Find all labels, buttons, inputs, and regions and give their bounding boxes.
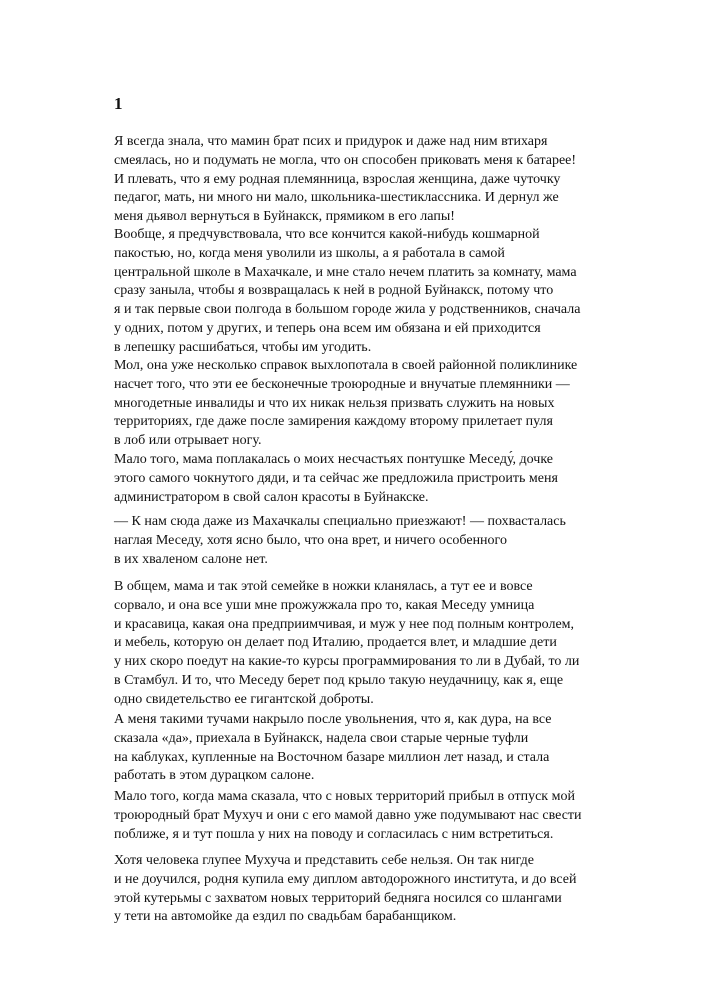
paragraph-line: И плевать, что я ему родная племянница, взрослая женщина, даже чуточку [114,171,561,187]
paragraph [114,226,614,358]
paragraph-line: насчет того, что эти ее бесконечные троюродные и внучатые племянники — [114,376,570,392]
paragraph-line: центральной школе в Махачкале, и мне стало нечем платить за комнату, мама [114,264,577,280]
paragraph-line: у одних, потом у других, и теперь она всем им обязана и ей приходится [114,320,541,336]
paragraph-line: у тети на автомойке да ездил по свадьбам барабанщиком. [114,909,457,925]
paragraph [114,133,614,227]
paragraph-line: сорвало, и она все уши мне прожужжала про то, какая Меседу умница [114,597,535,613]
paragraph-line: сказала «да», приехала в Буйнакск, надела свои старые черные туфли [114,730,529,746]
paragraph-line: смеялась, но и подумать не могла, что он способен приковать меня к батарее! [114,152,577,168]
paragraph-line: у них скоро поедут на какие-то курсы программирования то ли в Дубай, то ли [114,654,580,670]
paragraph-line: на каблуках, купленные на Восточном базаре миллион лет назад, и стала [114,749,550,765]
paragraph [114,451,614,507]
paragraph-line: одно свидетельство ее гигантской доброты. [114,691,374,707]
paragraph-line: этой кутерьмы с захватом новых территорий бедняга носился со шлангами [114,890,562,906]
paragraph-line: многодетные инвалиды и что их никак нельзя призвать служить на новых [114,395,555,411]
paragraph-line: этого самого чокнутого дяди, и та сейчас же предложила пристроить меня [114,470,558,486]
paragraph-line: в их хваленом салоне нет. [114,551,268,567]
paragraph-line: В общем, мама и так этой семейке в ножки кланялась, а тут ее и вовсе [114,579,533,594]
paragraph-line: — К нам сюда даже из Махачкалы специально приезжают! — похвасталась [114,514,566,529]
paragraph-line: троюродный брат Мухуч и они с его мамой давно уже подумывают нас свести [114,807,582,823]
paragraph [114,852,614,927]
paragraph [114,711,614,786]
paragraph-line: Вообще, я предчувствовала, что все кончится какой-нибудь кошмарной [114,227,540,242]
paragraph-line: педагог, мать, ни много ни мало, школьника-шестиклассника. И дернул же [114,190,559,206]
paragraph-line: в лоб или отрывает ногу. [114,433,262,449]
paragraph-line: и мебель, которую он делает под Италию, продается влет, и младшие дети [114,635,557,651]
paragraph-line: и не доучился, родня купила ему диплом автодорожного института, и до всей [114,871,577,887]
paragraph-line: Мало того, мама поплакалась о моих несчастьях понтушке Меседу́, дочке [114,452,554,467]
paragraph-line: меня дьявол вернуться в Буйнакск, прямиком в его лапы! [114,209,455,225]
paragraph-line: и красавица, какая она предприимчивая, и муж у нее под полным контролем, [114,616,575,632]
paragraph-line: в Стамбул. И то, что Меседу берет под крыло такую неудачницу, как я, еще [114,672,564,688]
paragraph-line: Мало того, когда мама сказала, что с новых территорий прибыл в отпуск мой [114,789,575,804]
paragraph [114,578,614,710]
paragraph-line: в лепешку расшибаться, чтобы им угодить. [114,339,372,355]
paragraph-line: А меня такими тучами накрыло после увольнения, что я, как дура, на все [114,712,552,727]
paragraph-line: администратором в свой салон красоты в Буйнакске. [114,489,429,505]
paragraph-line: я и так первые свои полгода в большом городе жила у родственников, сначала [114,302,581,318]
paragraph-line: пакостью, но, когда меня уволили из школы, а я работала в самой [114,245,505,261]
paragraph-line: Мол, она уже несколько справок выхлопотала в своей районной поликлинике [114,358,578,373]
paragraph-line: сразу заныла, чтобы я возвращалась к ней в родной Буйнакск, потому что [114,283,554,299]
paragraph-line: территориях, где даже после замирения каждому второму прилетает пуля [114,414,553,430]
paragraph-line: работать в этом дурацком салоне. [114,768,315,784]
chapter-number: 1 [114,94,123,113]
paragraph-line: наглая Меседу, хотя ясно было, что она врет, и ничего особенного [114,532,507,548]
paragraph [114,788,614,844]
paragraph [114,357,614,451]
paragraph-line: Я всегда знала, что мамин брат псих и придурок и даже над ним втихаря [114,134,548,149]
paragraph-line: Хотя человека глупее Мухуча и представить себе нельзя. Он так нигде [114,853,534,868]
paragraph-line: поближе, я и тут пошла у них на поводу и согласилась с ним встретиться. [114,826,554,842]
paragraph [114,513,614,569]
